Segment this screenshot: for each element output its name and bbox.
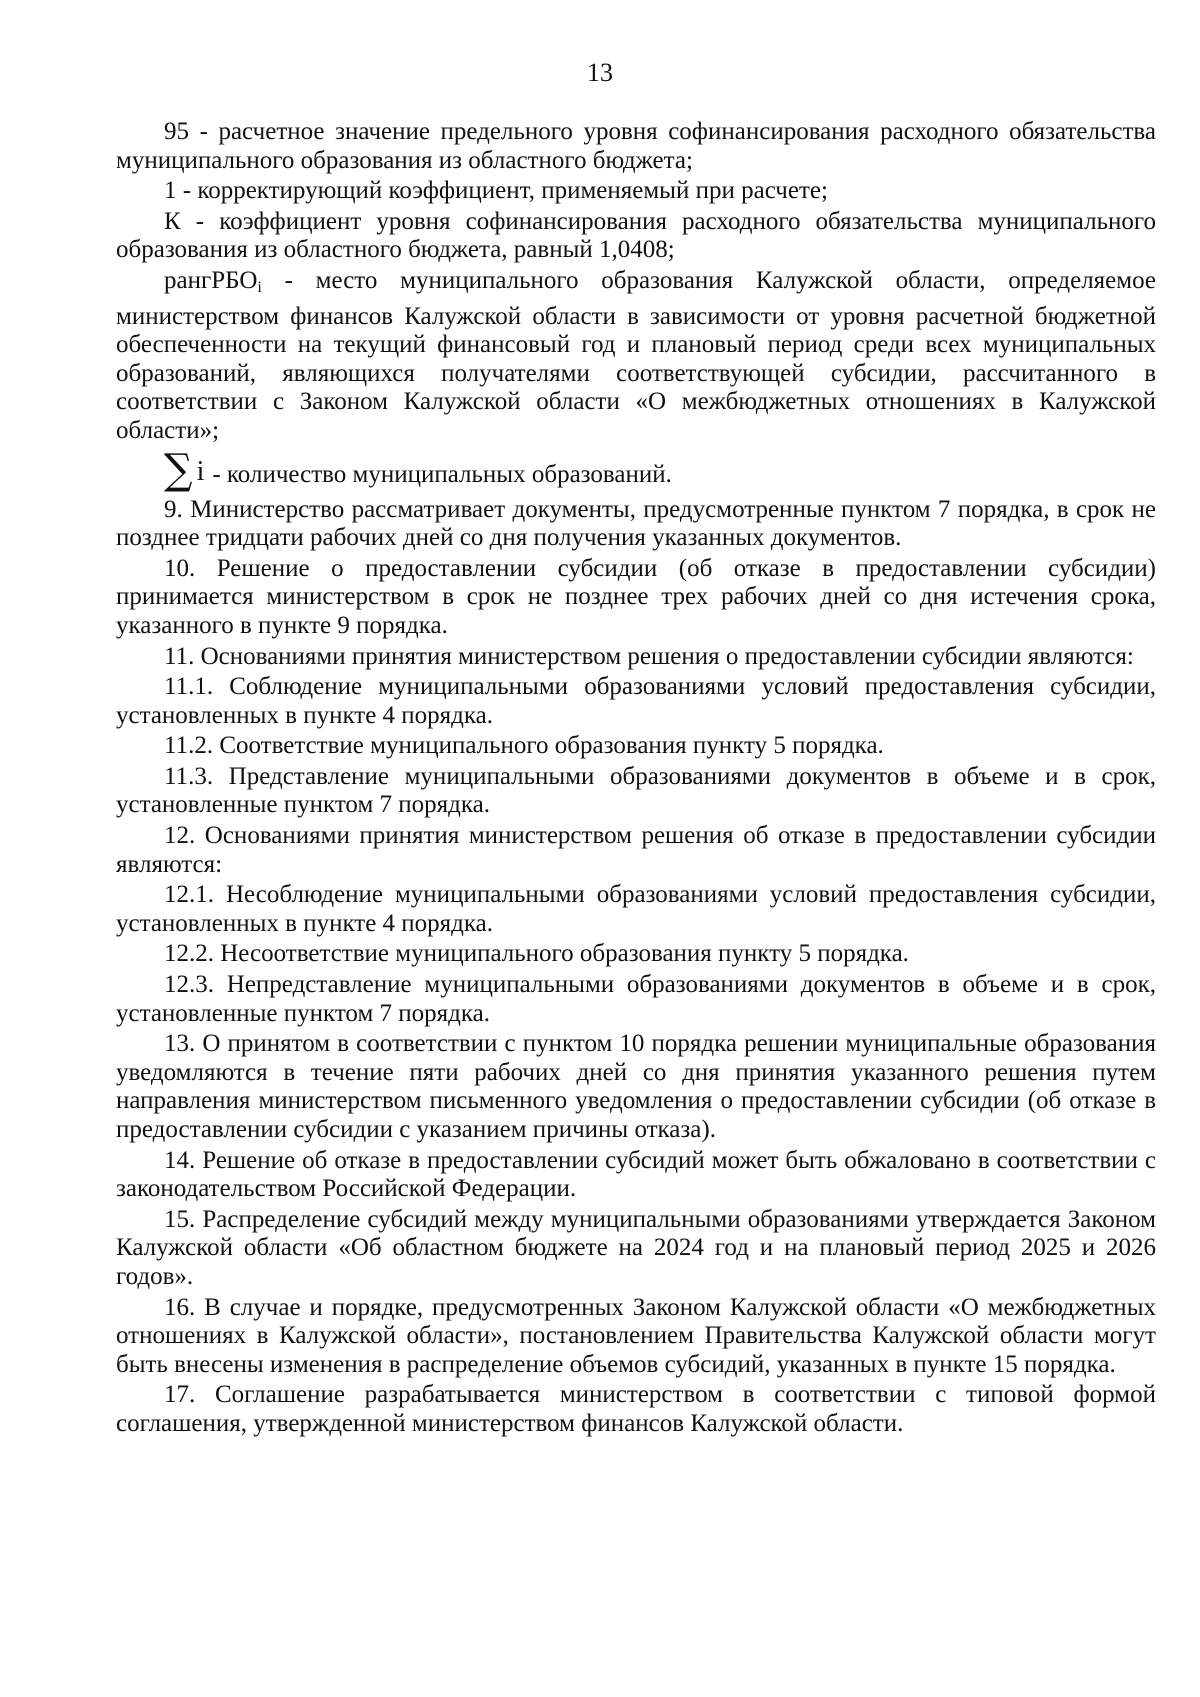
paragraph-10: 10. Решение о предоставлении субсидии (об отказе в предоставлении субсидии) принимается министерством в срок не позднее трех рабочих дней со дня истечения срока, указанного в пункте 9 порядка. [116,554,1156,639]
paragraph-11-1: 11.1. Соблюдение муниципальными образованиями условий предоставления субсидии, установленных в пункте 4 порядка. [116,673,1156,729]
sum-definition-text: - количество муниципальных образований. [212,460,672,488]
sigma-index: i [196,455,205,487]
definition-correction-coefficient: 1 - корректирующий коэффициент, применяемый при расчете; [164,177,828,205]
paragraph-13: 13. О принятом в соответствии с пунктом 10 порядка решении муниципальные образования уведомляются в течение пяти рабочих дней со дня принятия указанного решения путем направления министерством письменного уведомления о предоставлении субсидии (об отказе в предоставлении субсидии с указанием причины отказа). [116,1030,1156,1143]
paragraph-15: 15. Распределение субсидий между муниципальными образованиями утверждается Законом Калужской области «Об областном бюджете на 2024 год и на плановый период 2025 и 2026 годов». [116,1205,1156,1290]
paragraph-14: 14. Решение об отказе в предоставлении субсидий может быть обжаловано в соответствии с законодательством Российской Федерации. [116,1146,1156,1203]
paragraph-12-2: 12.2. Несоответствие муниципального образования пункту 5 порядка. [164,940,909,968]
definition-sum [116,445,1156,494]
paragraph-11-3: 11.3. Представление муниципальными образованиями документов в объеме и в срок, установленные пунктом 7 порядка. [116,762,1156,819]
definition-rank [116,267,1156,446]
document-body [116,118,1156,1441]
paragraph-9: 9. Министерство рассматривает документы, предусмотренные пунктом 7 порядка, в срок не позднее тридцати рабочих дней со дня получения указанных документов. [116,495,1156,552]
sigma-symbol: ∑ [164,445,193,494]
rank-definition-text: - место муниципального образования Калужской области, определяемое министерством финансов Калужской области в зависимости от уровня расчетной бюджетной обеспеченности на текущий финансовый год и плановый период среди всех муниципальных образований, являющихся получателями соответствующей субсидии, рассчитанного в соответствии с Законом Калужской области «О межбюджетных отношениях в Калужской области»; [116,266,1156,444]
paragraph-11: 11. Основаниями принятия министерством решения о предоставлении субсидии являются: [164,642,1134,670]
paragraph-12-1: 12.1. Несоблюдение муниципальными образованиями условий предоставления субсидии, установленных в пункте 4 порядка. [116,881,1156,937]
definition-95: 95 - расчетное значение предельного уровня софинансирования расходного обязательства муниципального образования из областного бюджета; [116,118,1156,174]
paragraph-12: 12. Основаниями принятия министерством решения об отказе в предоставлении субсидии являются: [116,822,1156,878]
paragraph-11-2: 11.2. Соответствие муниципального образования пункту 5 порядка. [164,732,884,760]
rank-subscript: i [257,278,262,296]
paragraph-12-3: 12.3. Непредставление муниципальными образованиями документов в объеме и в срок, установленные пунктом 7 порядка. [116,971,1156,1027]
paragraph-17: 17. Соглашение разрабатывается министерством в соответствии с типовой формой соглашения, утвержденной министерством финансов Калужской области. [116,1381,1156,1437]
page-number: 13 [587,58,613,87]
rank-symbol: рангРБО [164,266,258,294]
definition-k-coefficient: К - коэффициент уровня софинансирования расходного обязательства муниципального образования из областного бюджета, равный 1,0408; [116,207,1156,264]
paragraph-16: 16. В случае и порядке, предусмотренных Законом Калужской области «О межбюджетных отношениях в Калужской области», постановлением Правительства Калужской области могут быть внесены изменения в распределение объемов субсидий, указанных в пункте 15 порядка. [116,1293,1156,1378]
